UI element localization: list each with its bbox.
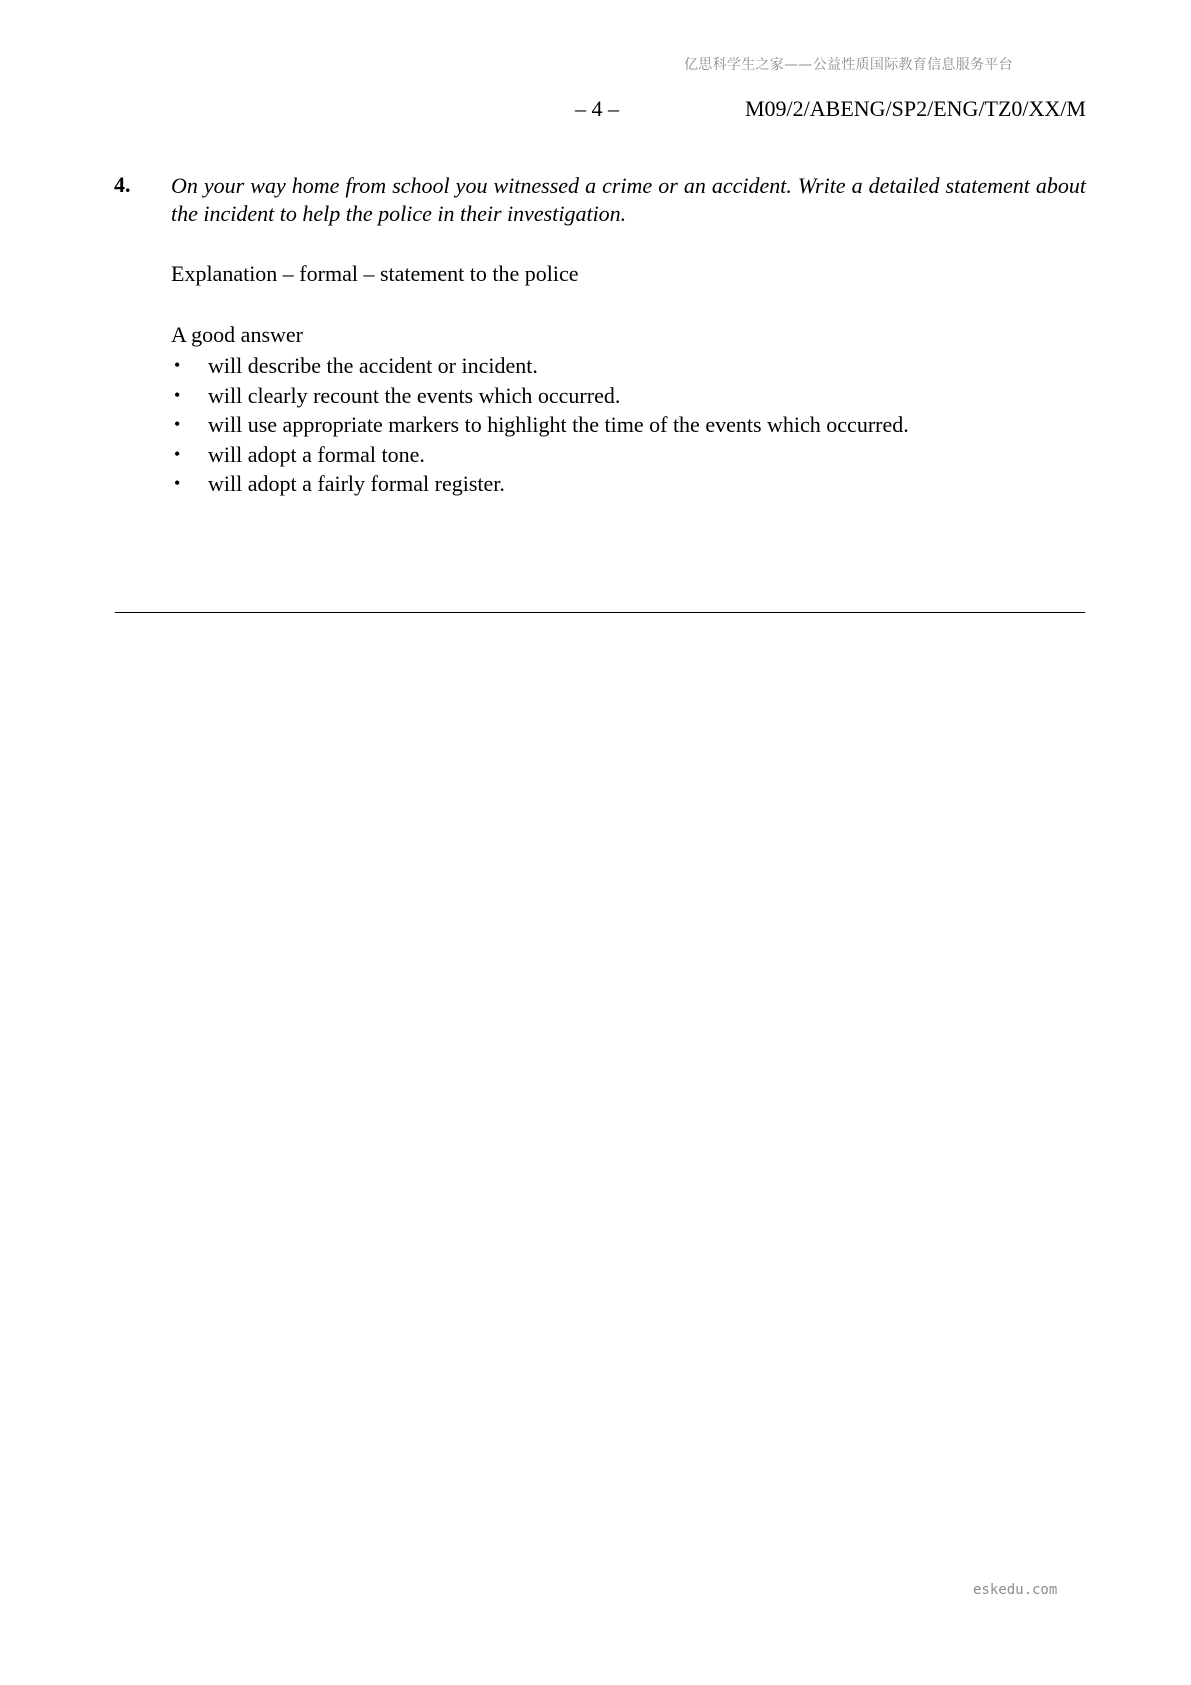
criterion-text: will describe the accident or incident. <box>208 353 538 378</box>
question-number: 4. <box>114 172 131 197</box>
section-divider <box>115 612 1085 613</box>
answer-heading: A good answer <box>171 322 303 347</box>
list-item <box>171 351 909 381</box>
criterion-text: will adopt a fairly formal register. <box>208 471 505 496</box>
question-prompt: On your way home from school you witnessed a crime or an accident. Write a detailed statement about the incident to help the police in their investigation. <box>171 173 1086 226</box>
criterion-text: will use appropriate markers to highlight the time of the events which occurred. <box>208 412 909 437</box>
page-number: – 4 – <box>575 96 619 121</box>
document-code: M09/2/ABENG/SP2/ENG/TZ0/XX/M <box>744 96 1086 121</box>
footer-watermark: eskedu.com <box>973 1582 1058 1598</box>
bullet-icon: • <box>174 355 181 375</box>
bullet-icon: • <box>174 473 181 493</box>
list-item <box>171 469 909 499</box>
criterion-text: will clearly recount the events which occurred. <box>208 382 621 408</box>
list-item <box>171 410 909 440</box>
header-watermark: 亿思科学生之家——公益性质国际教育信息服务平台 <box>684 57 1013 73</box>
list-item <box>171 440 909 470</box>
bullet-icon: • <box>174 414 181 434</box>
question-explanation: Explanation – formal – statement to the police <box>171 261 579 286</box>
list-item <box>171 381 909 411</box>
answer-criteria-list <box>171 351 909 499</box>
bullet-icon: • <box>174 443 181 464</box>
criterion-text: will adopt a formal tone. <box>208 441 425 467</box>
bullet-icon: • <box>174 384 181 405</box>
